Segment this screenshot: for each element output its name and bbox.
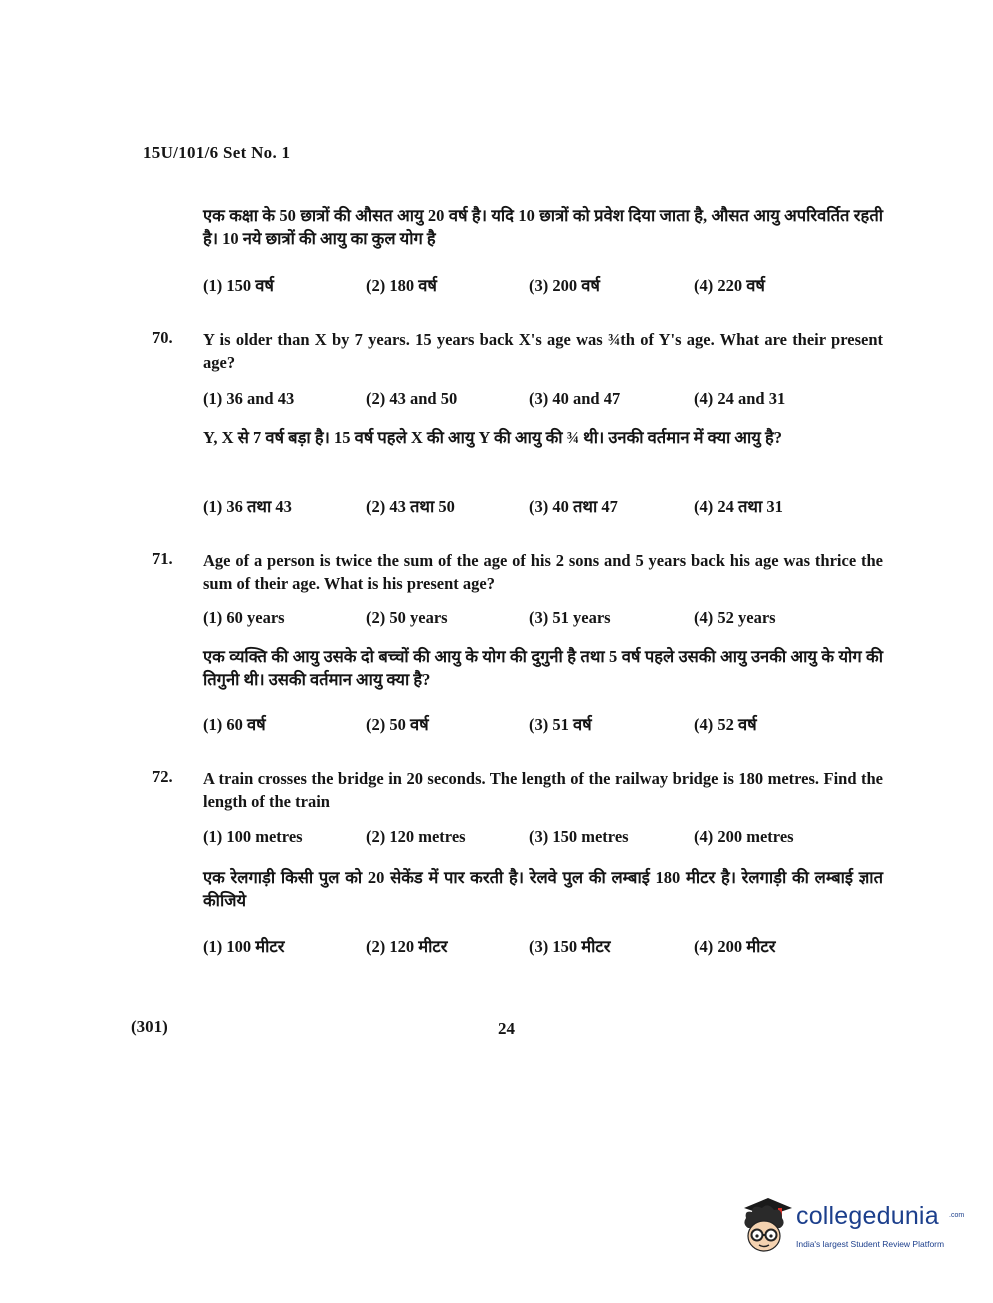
q71-options (203, 608, 843, 630)
q70-hindi-options (203, 494, 843, 516)
q70-hindi-option-1: (1) 36 तथा 43 (203, 497, 292, 516)
q72-hindi-option-4: (4) 200 मीटर (694, 937, 776, 956)
q72-hindi-text: एक रेलगाड़ी किसी पुल को 20 सेकेंड में पार करती है। रेलवे पुल की लम्बाई 180 मीटर है। रेलगाड़ी की लम्बाई ज्ञात कीजिये (203, 868, 883, 910)
q69-hindi-option-1: (1) 150 वर्ष (203, 276, 274, 295)
q72-hindi-option-1: (1) 100 मीटर (203, 937, 285, 956)
q71-option-3: (3) 51 years (529, 608, 611, 627)
q69-hindi-options (203, 273, 843, 295)
q70-hindi-option-2: (2) 43 तथा 50 (366, 497, 455, 516)
q70-options (203, 389, 843, 411)
q72-option-2: (2) 120 metres (366, 827, 466, 846)
q70-text: Y is older than X by 7 years. 15 years back X's age was ¾th of Y's age. What are their present age? (203, 330, 883, 372)
q72-option-1: (1) 100 metres (203, 827, 303, 846)
q72-option-4: (4) 200 metres (694, 827, 794, 846)
q69-hindi-option-2: (2) 180 वर्ष (366, 276, 437, 295)
q71-hindi-option-2: (2) 50 वर्ष (366, 715, 429, 734)
set-number-header: 15U/101/6 Set No. 1 (143, 143, 291, 162)
q71-text: Age of a person is twice the sum of the age of his 2 sons and 5 years back his age was thrice the sum of their age. What is his present age? (203, 551, 883, 593)
q71-hindi-option-3: (3) 51 वर्ष (529, 715, 592, 734)
q72-hindi-option-2: (2) 120 मीटर (366, 937, 448, 956)
q69-hindi-option-3: (3) 200 वर्ष (529, 276, 600, 295)
q71-hindi-option-1: (1) 60 वर्ष (203, 715, 266, 734)
q72-hindi-options (203, 934, 843, 956)
q72-text: A train crosses the bridge in 20 seconds. The length of the railway bridge is 180 metres. Find the length of the train (203, 769, 883, 811)
q71-option-2: (2) 50 years (366, 608, 448, 627)
q70-option-2: (2) 43 and 50 (366, 389, 458, 408)
brand-tagline: India's largest Student Review Platform (796, 1239, 945, 1249)
q72-hindi-option-3: (3) 150 मीटर (529, 937, 611, 956)
q70-hindi-option-3: (3) 40 तथा 47 (529, 497, 618, 516)
page-number: 24 (498, 1019, 515, 1038)
q70-hindi-option-4: (4) 24 तथा 31 (694, 497, 783, 516)
q71-hindi-options (203, 712, 843, 734)
q70-hindi-text: Y, X से 7 वर्ष बड़ा है। 15 वर्ष पहले X की आयु Y की आयु की ¾ थी। उनकी वर्तमान में क्या आयु है? (203, 428, 782, 447)
q71-hindi-text: एक व्यक्ति की आयु उसके दो बच्चों की आयु के योग की दुगुनी है तथा 5 वर्ष पहले उसकी आयु उनकी आयु के योग की तिगुनी थी। उसकी वर्तमान आयु क्या है? (203, 647, 883, 689)
q69-hindi-option-4: (4) 220 वर्ष (694, 276, 765, 295)
brand-domain: .com (949, 1212, 965, 1219)
q71-hindi-option-4: (4) 52 वर्ष (694, 715, 757, 734)
q70-option-1: (1) 36 and 43 (203, 389, 295, 408)
mascot-icon (738, 1196, 794, 1256)
paper-code: (301) (131, 1017, 168, 1036)
q72-options (203, 827, 843, 849)
q72-number: 72. (152, 767, 173, 786)
brand-name: collegedunia (796, 1202, 939, 1230)
q71-option-4: (4) 52 years (694, 608, 776, 627)
q70-option-4: (4) 24 and 31 (694, 389, 786, 408)
q72-option-3: (3) 150 metres (529, 827, 629, 846)
collegedunia-watermark (738, 1196, 968, 1256)
q70-option-3: (3) 40 and 47 (529, 389, 621, 408)
q71-number: 71. (152, 549, 173, 568)
q70-number: 70. (152, 328, 173, 347)
q69-hindi-text: एक कक्षा के 50 छात्रों की औसत आयु 20 वर्ष है। यदि 10 छात्रों को प्रवेश दिया जाता है, औसत आयु अपरिवर्तित रहती है। 10 नये छात्रों की आयु का कुल योग है (203, 206, 883, 248)
q71-option-1: (1) 60 years (203, 608, 285, 627)
